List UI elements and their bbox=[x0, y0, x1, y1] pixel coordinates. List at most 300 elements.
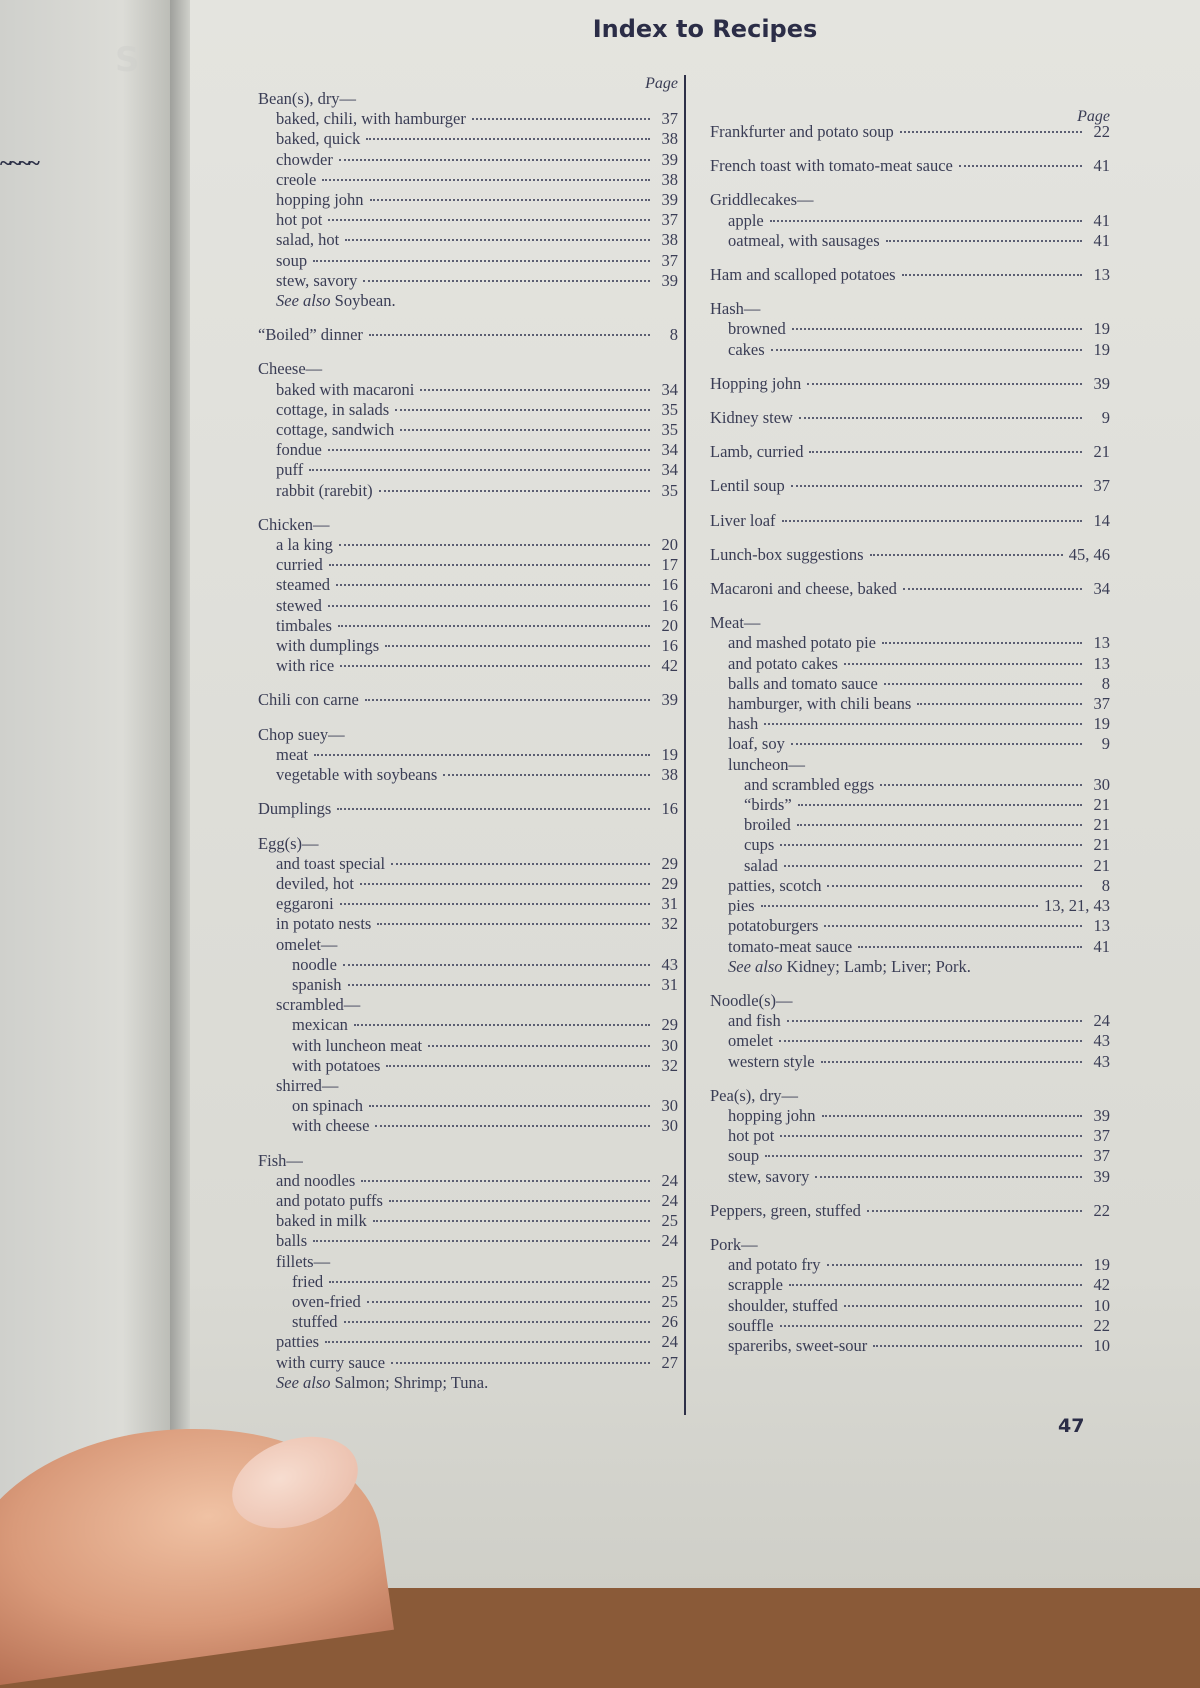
entry-label: Pork— bbox=[710, 1234, 758, 1254]
index-entry bbox=[258, 1056, 678, 1076]
page-ref: 39 bbox=[1093, 373, 1110, 393]
index-entry bbox=[710, 856, 1110, 876]
entry-label: Noodle(s)— bbox=[710, 990, 793, 1010]
dot-leader bbox=[886, 240, 1082, 242]
page-ref: 43 bbox=[1093, 1051, 1110, 1071]
dot-leader bbox=[340, 903, 650, 905]
entry-label: balls bbox=[276, 1231, 308, 1251]
index-entry bbox=[710, 511, 1110, 531]
dot-leader bbox=[844, 663, 1082, 665]
index-entry bbox=[258, 1211, 678, 1231]
page-ref: 42 bbox=[1093, 1275, 1110, 1295]
entry-label: tomato-meat sauce bbox=[728, 936, 853, 956]
page-title: Index to Recipes bbox=[592, 15, 818, 43]
entry-label: “Boiled” dinner bbox=[258, 325, 363, 345]
dot-leader bbox=[369, 1105, 650, 1107]
entry-label: cottage, sandwich bbox=[276, 420, 395, 440]
entry-label: potatoburgers bbox=[728, 916, 819, 936]
index-entry bbox=[710, 1106, 1110, 1126]
entry-label: salad bbox=[744, 855, 778, 875]
dot-leader bbox=[343, 964, 650, 966]
page-ref: 19 bbox=[1093, 319, 1110, 339]
entry-label: Hash— bbox=[710, 299, 761, 319]
page-ref: 45, 46 bbox=[1068, 544, 1110, 564]
index-entry bbox=[710, 1336, 1110, 1356]
dot-leader bbox=[821, 1061, 1082, 1063]
dot-leader bbox=[313, 1240, 650, 1242]
page-ref: 41 bbox=[1093, 156, 1110, 176]
index-heading bbox=[258, 1076, 678, 1096]
page-ref: 10 bbox=[1093, 1295, 1110, 1315]
entry-label: loaf, soy bbox=[728, 734, 785, 754]
entry-label: patties bbox=[276, 1332, 320, 1352]
page-ref: 25 bbox=[661, 1291, 678, 1311]
entry-label: Frankfurter and potato soup bbox=[710, 122, 894, 141]
entry-label: luncheon— bbox=[728, 754, 805, 774]
entry-label: meat bbox=[276, 744, 309, 764]
dot-leader bbox=[391, 1362, 650, 1364]
page-ref: 29 bbox=[661, 873, 678, 893]
dot-leader bbox=[428, 1045, 650, 1047]
index-entry bbox=[710, 775, 1110, 795]
dot-leader bbox=[365, 699, 650, 701]
index-entry bbox=[710, 1052, 1110, 1072]
index-heading bbox=[258, 935, 678, 955]
page-ref: 8 bbox=[1101, 673, 1110, 693]
entry-label: scrapple bbox=[728, 1275, 783, 1295]
dot-leader bbox=[400, 429, 650, 431]
dot-leader bbox=[815, 1176, 1082, 1178]
page-ref: 14 bbox=[1093, 510, 1110, 530]
dot-leader bbox=[797, 824, 1082, 826]
dot-leader bbox=[340, 665, 650, 667]
index-entry bbox=[258, 400, 678, 420]
page-ref: 8 bbox=[669, 325, 678, 345]
entry-label: cottage, in salads bbox=[276, 399, 390, 419]
index-entry bbox=[258, 1292, 678, 1312]
entry-label: hamburger, with chili beans bbox=[728, 694, 912, 714]
index-entry bbox=[258, 1191, 678, 1211]
dot-leader bbox=[339, 159, 650, 161]
entry-label: omelet— bbox=[276, 934, 338, 954]
index-heading bbox=[710, 190, 1110, 210]
entry-label: stuffed bbox=[292, 1312, 338, 1332]
entry-label: stew, savory bbox=[276, 270, 358, 290]
page-ref: 13, 21, 43 bbox=[1044, 896, 1110, 916]
entry-label: noodle bbox=[292, 954, 337, 974]
dot-leader bbox=[789, 1284, 1082, 1286]
entry-label: and mashed potato pie bbox=[728, 633, 877, 653]
dot-leader bbox=[309, 469, 650, 471]
page-ref: 42 bbox=[661, 656, 678, 676]
entry-label: curried bbox=[276, 555, 323, 575]
page-ref: 22 bbox=[1093, 122, 1110, 141]
dot-leader bbox=[917, 703, 1082, 705]
index-entry bbox=[258, 955, 678, 975]
index-entry bbox=[710, 1126, 1110, 1146]
page-ref: 30 bbox=[1093, 774, 1110, 794]
dot-leader bbox=[360, 883, 650, 885]
entry-label: Kidney stew bbox=[710, 408, 793, 428]
page-ref: 37 bbox=[1093, 694, 1110, 714]
index-entry bbox=[710, 1167, 1110, 1187]
entry-label: fillets— bbox=[276, 1251, 331, 1271]
entry-label: Griddlecakes— bbox=[710, 190, 814, 210]
index-entry bbox=[710, 876, 1110, 896]
dot-leader bbox=[844, 1305, 1082, 1307]
index-entry bbox=[258, 170, 678, 190]
entry-label: chowder bbox=[276, 149, 333, 169]
index-entry bbox=[710, 319, 1110, 339]
index-entry bbox=[710, 408, 1110, 428]
page-ref: 21 bbox=[1093, 855, 1110, 875]
index-entry bbox=[710, 835, 1110, 855]
page-ref: 34 bbox=[1093, 579, 1110, 599]
entry-label: steamed bbox=[276, 575, 331, 595]
entry-label: Dumplings bbox=[258, 799, 332, 819]
dot-leader bbox=[370, 199, 650, 201]
entry-label: Pea(s), dry— bbox=[710, 1085, 798, 1105]
index-entry bbox=[258, 440, 678, 460]
entry-label: stew, savory bbox=[728, 1166, 810, 1186]
entry-label bbox=[276, 291, 396, 311]
entry-label: eggaroni bbox=[276, 894, 334, 914]
index-heading bbox=[710, 299, 1110, 319]
entry-label: fondue bbox=[276, 440, 322, 460]
index-entry bbox=[258, 230, 678, 250]
index-entry bbox=[258, 420, 678, 440]
index-entry bbox=[710, 1255, 1110, 1275]
page-ref: 37 bbox=[661, 250, 678, 270]
entry-label: souffle bbox=[728, 1315, 774, 1335]
dot-leader bbox=[391, 863, 650, 865]
dot-leader bbox=[858, 946, 1082, 948]
dot-leader bbox=[395, 409, 650, 411]
page-column-label: Page bbox=[1077, 108, 1110, 125]
entry-label: and toast special bbox=[276, 853, 386, 873]
entry-label: with luncheon meat bbox=[292, 1035, 423, 1055]
entry-label: Peppers, green, stuffed bbox=[710, 1200, 861, 1220]
entry-label: Egg(s)— bbox=[258, 833, 319, 853]
entry-label: Liver loaf bbox=[710, 510, 776, 530]
page-ref: 24 bbox=[661, 1170, 678, 1190]
dot-leader bbox=[375, 1125, 650, 1127]
index-entry bbox=[258, 1171, 678, 1191]
dot-leader bbox=[366, 138, 650, 140]
dot-leader bbox=[824, 925, 1082, 927]
entry-label: creole bbox=[276, 169, 317, 189]
index-entry bbox=[258, 1272, 678, 1292]
page-ref: 24 bbox=[1093, 1011, 1110, 1031]
dot-leader bbox=[472, 118, 650, 120]
dot-leader bbox=[882, 642, 1082, 644]
entry-label: Chicken— bbox=[258, 514, 330, 534]
page-ref: 13 bbox=[1093, 916, 1110, 936]
page-ref: 34 bbox=[661, 440, 678, 460]
entry-label: mexican bbox=[292, 1015, 348, 1035]
index-entry bbox=[258, 636, 678, 656]
page-ref: 29 bbox=[661, 1015, 678, 1035]
index-heading bbox=[710, 991, 1110, 1011]
entry-label: omelet bbox=[728, 1031, 773, 1051]
page-ref: 19 bbox=[1093, 714, 1110, 734]
index-heading bbox=[258, 995, 678, 1015]
page-ref: 21 bbox=[1093, 795, 1110, 815]
dot-leader bbox=[792, 328, 1082, 330]
dot-leader bbox=[867, 1210, 1082, 1212]
entry-label: Bean(s), dry— bbox=[258, 89, 357, 108]
page-ref: 43 bbox=[661, 954, 678, 974]
page-ref: 22 bbox=[1093, 1315, 1110, 1335]
dot-leader bbox=[339, 544, 650, 546]
entry-label: hopping john bbox=[276, 190, 364, 210]
page-ref: 30 bbox=[661, 1035, 678, 1055]
entry-label: and potato cakes bbox=[728, 653, 838, 673]
index-entry bbox=[710, 937, 1110, 957]
entry-label: hot pot bbox=[276, 210, 323, 230]
index-entry bbox=[710, 374, 1110, 394]
index-entry bbox=[258, 325, 678, 345]
dot-leader bbox=[328, 219, 650, 221]
dot-leader bbox=[338, 625, 650, 627]
dot-leader bbox=[385, 645, 650, 647]
entry-label: soup bbox=[728, 1146, 760, 1166]
dot-leader bbox=[420, 389, 650, 391]
entry-label: Fish— bbox=[258, 1150, 303, 1170]
cross-reference bbox=[258, 291, 678, 311]
index-entry bbox=[258, 975, 678, 995]
page-ref: 16 bbox=[661, 575, 678, 595]
entry-label: western style bbox=[728, 1051, 815, 1071]
index-entry bbox=[710, 633, 1110, 653]
index-entry bbox=[710, 340, 1110, 360]
entry-label: French toast with tomato-meat sauce bbox=[710, 156, 953, 176]
dot-leader bbox=[328, 605, 650, 607]
index-entry bbox=[258, 1312, 678, 1332]
index-entry bbox=[710, 122, 1110, 142]
index-entry bbox=[258, 1096, 678, 1116]
index-entry bbox=[710, 231, 1110, 251]
page-ref: 37 bbox=[1093, 476, 1110, 496]
page-ref: 17 bbox=[661, 555, 678, 575]
index-entry bbox=[710, 734, 1110, 754]
see-also-label: See also bbox=[276, 291, 331, 311]
page-ref: 19 bbox=[1093, 339, 1110, 359]
entry-label: on spinach bbox=[292, 1096, 364, 1116]
page-ref: 32 bbox=[661, 1055, 678, 1075]
index-entry bbox=[258, 1353, 678, 1373]
index-entry bbox=[710, 916, 1110, 936]
dot-leader bbox=[329, 1281, 650, 1283]
index-entry bbox=[258, 190, 678, 210]
index-entry bbox=[258, 481, 678, 501]
page-ref: 34 bbox=[661, 379, 678, 399]
index-heading bbox=[258, 515, 678, 535]
entry-label: cakes bbox=[728, 339, 765, 359]
index-entry bbox=[710, 156, 1110, 176]
index-entry bbox=[710, 1011, 1110, 1031]
dot-leader bbox=[345, 239, 650, 241]
index-entry bbox=[710, 896, 1110, 916]
entry-label: fried bbox=[292, 1271, 324, 1291]
entry-label: timbales bbox=[276, 615, 332, 635]
page-ref: 43 bbox=[1093, 1031, 1110, 1051]
cross-reference-targets: Salmon; Shrimp; Tuna. bbox=[334, 1372, 489, 1392]
page-ref: 25 bbox=[661, 1271, 678, 1291]
index-entry bbox=[258, 1015, 678, 1035]
index-heading bbox=[710, 755, 1110, 775]
index-entry bbox=[710, 714, 1110, 734]
page-ref: 41 bbox=[1093, 230, 1110, 250]
dot-leader bbox=[799, 417, 1082, 419]
page-ref: 30 bbox=[661, 1096, 678, 1116]
index-heading bbox=[258, 725, 678, 745]
page-ref: 9 bbox=[1101, 408, 1110, 428]
dot-leader bbox=[363, 280, 650, 282]
index-entry bbox=[258, 251, 678, 271]
page-ref: 38 bbox=[661, 230, 678, 250]
page-ref: 34 bbox=[661, 460, 678, 480]
page-ref: 24 bbox=[661, 1190, 678, 1210]
entry-label: salad, hot bbox=[276, 230, 340, 250]
index-heading bbox=[258, 1151, 678, 1171]
index-entry bbox=[710, 1201, 1110, 1221]
index-entry bbox=[258, 380, 678, 400]
dot-leader bbox=[791, 485, 1082, 487]
facing-page-heading-fragment: S bbox=[115, 40, 140, 80]
entry-label: Ham and scalloped potatoes bbox=[710, 265, 896, 285]
dot-leader bbox=[784, 865, 1082, 867]
entry-label bbox=[728, 957, 971, 977]
page-ref: 13 bbox=[1093, 265, 1110, 285]
entry-label: patties, scotch bbox=[728, 875, 822, 895]
entry-label: Hopping john bbox=[710, 373, 802, 393]
index-entry bbox=[710, 654, 1110, 674]
dot-leader bbox=[798, 804, 1082, 806]
page-ref: 13 bbox=[1093, 633, 1110, 653]
dot-leader bbox=[771, 349, 1082, 351]
dot-leader bbox=[780, 1325, 1082, 1327]
index-entry bbox=[258, 150, 678, 170]
dot-leader bbox=[313, 260, 650, 262]
facing-page bbox=[0, 0, 175, 1600]
entry-label: with dumplings bbox=[276, 636, 380, 656]
index-entry bbox=[258, 799, 678, 819]
dot-leader bbox=[780, 1135, 1082, 1137]
index-heading bbox=[258, 359, 678, 379]
index-entry bbox=[710, 1275, 1110, 1295]
entry-label: pies bbox=[728, 896, 755, 916]
entry-label: baked with macaroni bbox=[276, 379, 415, 399]
dot-leader bbox=[386, 1065, 650, 1067]
entry-label: puff bbox=[276, 460, 304, 480]
page-ref: 25 bbox=[661, 1211, 678, 1231]
entry-label: and potato puffs bbox=[276, 1190, 383, 1210]
page-ref: 21 bbox=[1093, 442, 1110, 462]
dot-leader bbox=[782, 520, 1082, 522]
page-ref: 32 bbox=[661, 914, 678, 934]
page-ref: 26 bbox=[661, 1312, 678, 1332]
dot-leader bbox=[807, 383, 1082, 385]
entry-label: oatmeal, with sausages bbox=[728, 230, 880, 250]
index-entry bbox=[710, 1316, 1110, 1336]
dot-leader bbox=[379, 490, 650, 492]
page-ref: 38 bbox=[661, 129, 678, 149]
dot-leader bbox=[373, 1220, 650, 1222]
dot-leader bbox=[873, 1345, 1082, 1347]
entry-label: baked, chili, with hamburger bbox=[276, 109, 466, 129]
page-ref: 39 bbox=[661, 190, 678, 210]
page-ref: 10 bbox=[1093, 1335, 1110, 1355]
index-heading bbox=[258, 89, 678, 109]
page-ref: 39 bbox=[1093, 1166, 1110, 1186]
dot-leader bbox=[344, 1321, 650, 1323]
index-entry bbox=[710, 795, 1110, 815]
page-ref: 27 bbox=[661, 1352, 678, 1372]
page-ref: 31 bbox=[661, 974, 678, 994]
entry-label: Meat— bbox=[710, 613, 761, 633]
entry-label: balls and tomato sauce bbox=[728, 673, 878, 693]
dot-leader bbox=[880, 784, 1082, 786]
page-ref: 21 bbox=[1093, 815, 1110, 835]
entry-label: hot pot bbox=[728, 1126, 775, 1146]
dot-leader bbox=[822, 1115, 1082, 1117]
index-entry bbox=[710, 674, 1110, 694]
dot-leader bbox=[884, 683, 1082, 685]
index-heading bbox=[258, 834, 678, 854]
dot-leader bbox=[348, 984, 651, 986]
index-heading bbox=[258, 1252, 678, 1272]
page-ref: 37 bbox=[661, 109, 678, 129]
index-heading bbox=[710, 613, 1110, 633]
page-ref: 39 bbox=[661, 690, 678, 710]
dot-leader bbox=[900, 131, 1082, 133]
entry-label: broiled bbox=[744, 815, 791, 835]
entry-label: stewed bbox=[276, 595, 322, 615]
entry-label: with cheese bbox=[292, 1116, 370, 1136]
dot-leader bbox=[377, 923, 650, 925]
page-ref: 19 bbox=[1093, 1255, 1110, 1275]
page-ref: 35 bbox=[661, 480, 678, 500]
index-entry bbox=[258, 596, 678, 616]
page-ref: 39 bbox=[661, 149, 678, 169]
dot-leader bbox=[761, 905, 1038, 907]
entry-label: rabbit (rarebit) bbox=[276, 480, 373, 500]
page-ref: 29 bbox=[661, 853, 678, 873]
entry-label: Chili con carne bbox=[258, 690, 359, 710]
dot-leader bbox=[337, 808, 650, 810]
dot-leader bbox=[314, 754, 650, 756]
entry-label: a la king bbox=[276, 535, 333, 555]
index-page bbox=[190, 0, 1200, 1588]
index-entry bbox=[258, 460, 678, 480]
entry-label: and scrambled eggs bbox=[744, 774, 875, 794]
see-also-label: See also bbox=[728, 956, 783, 976]
entry-label bbox=[276, 1373, 488, 1393]
entry-label: in potato nests bbox=[276, 914, 372, 934]
dot-leader bbox=[787, 1020, 1082, 1022]
index-heading bbox=[710, 1086, 1110, 1106]
index-entry bbox=[258, 616, 678, 636]
entry-label: hopping john bbox=[728, 1105, 816, 1125]
dot-leader bbox=[827, 1264, 1082, 1266]
index-entry bbox=[710, 579, 1110, 599]
entry-label: and noodles bbox=[276, 1170, 356, 1190]
page-ref: 19 bbox=[661, 744, 678, 764]
index-entry bbox=[258, 1116, 678, 1136]
entry-label: scrambled— bbox=[276, 995, 361, 1015]
dot-leader bbox=[354, 1024, 650, 1026]
